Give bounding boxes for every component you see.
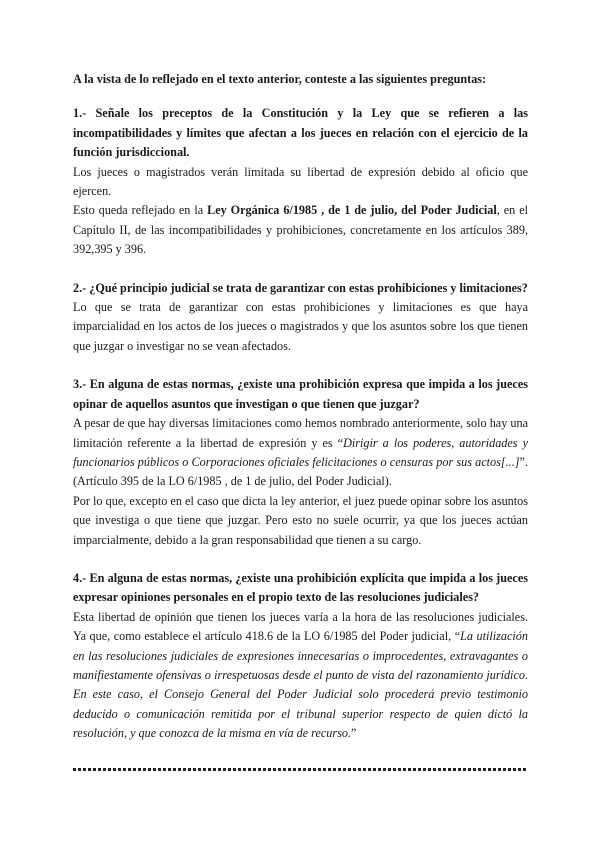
section-3	[73, 375, 528, 550]
answer-3-text-end: ”. (Artículo 395 de la LO 6/1985 , de 1 de julio, del Poder Judicial).	[73, 454, 528, 489]
section-1	[73, 104, 528, 259]
law-reference: Ley Orgánica 6/1985 , de 1 de julio, del Poder Judicial	[207, 203, 497, 218]
answer-2-paragraph-1: Lo que se trata de garantizar con estas prohibiciones y limitaciones es que haya imparcialidad en los actos de los jueces o magistrados y que los asuntos sobre los que tienen que juzgar o investigar no se vean afectados.	[73, 300, 528, 353]
answer-1-text-start: Esto queda reflejado en la	[73, 203, 208, 218]
question-4: 4.- En alguna de estas normas, ¿existe una prohibición explícita que impida a los jueces expresar opiniones personales en el propio texto de las resoluciones judiciales?	[73, 570, 528, 605]
question-3: 3.- En alguna de estas normas, ¿existe una prohibición expresa que impida a los jueces opinar de aquellos asuntos que investigan o que tienen que juzgar?	[73, 377, 528, 411]
answer-4-text-start: Esta libertad de opinión que tienen los jueces varía a la hora de las resoluciones judiciales. Ya que, como establece el artículo 418.6 de la LO 6/1985 del Poder judicial, “	[73, 609, 528, 644]
answer-3-paragraph-1	[73, 414, 528, 492]
answer-4-paragraph-1	[73, 608, 528, 744]
answer-1-paragraph-2	[73, 201, 528, 259]
section-4	[73, 569, 528, 744]
document-page	[73, 70, 528, 763]
answer-3-paragraph-2: Por lo que, excepto en el caso que dicta la ley anterior, el juez puede opinar sobre los asuntos que investiga o que tiene que juzgar. Pero esto no suele ocurrir, ya que los jueces actúan imparcialmente, debido a la gran responsabilidad que tienen a su cargo.	[73, 493, 528, 547]
question-1: 1.- Señale los preceptos de la Constitución y la Ley que se refieren a las incompatibilidades y límites que afectan a los jueces en relación con el ejercicio de la función jurisdiccional.	[73, 106, 528, 160]
answer-4-quote: La utilización en las resoluciones judiciales de expresiones innecesarias o improcedentes, extravagantes o manifiestamente ofensivas o irrespetuosas desde el punto de vista del razonamiento jurídico. En este caso, el Consejo General del Poder Judicial solo procederá previo testimonio deducido o comunicación remitida por el tribunal superior respecto de quien dictó la resolución, y que conozca de la misma en vía de recurso.	[73, 629, 528, 741]
question-2: 2.- ¿Qué principio judicial se trata de garantizar con estas prohibiciones y limitaciones?	[73, 280, 528, 295]
answer-4-text-end: ”	[351, 726, 357, 741]
answer-1-text-end: , en el Capítulo II, de las incompatibilidades y prohibiciones, concretamente en los artículos 389, 392,395 y 396.	[73, 203, 529, 257]
answer-3-text-start: A pesar de que hay diversas limitaciones como hemos nombrado anteriormente, solo hay una limitación referente a la libertad de expresión y es “	[73, 416, 528, 450]
answer-3-quote: Dirigir a los poderes, autoridades y funcionarios públicos o Corporaciones oficiales felicitaciones o censuras por sus actos[...]	[73, 435, 528, 469]
dotted-divider	[73, 768, 528, 771]
answer-1-paragraph-1: Los jueces o magistrados verán limitada su libertad de expresión debido al oficio que ejercen.	[73, 164, 528, 199]
section-2	[73, 279, 528, 357]
intro-heading: A la vista de lo reflejado en el texto anterior, conteste a las siguientes preguntas:	[73, 72, 487, 86]
